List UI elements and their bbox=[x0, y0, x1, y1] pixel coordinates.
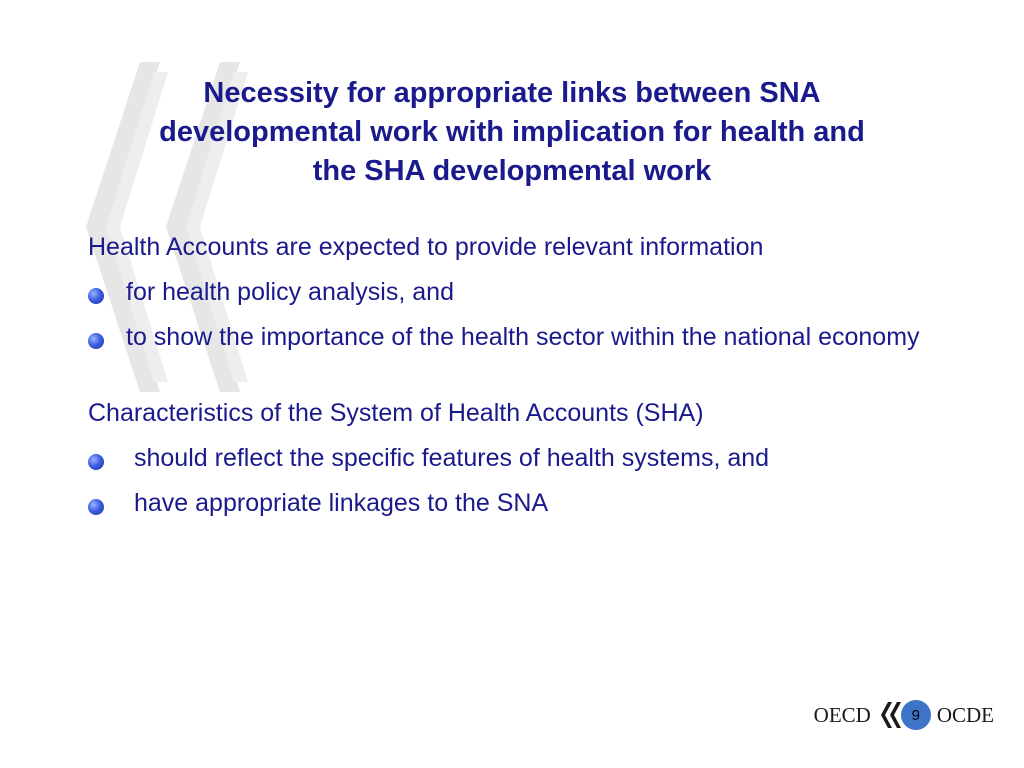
slide-body bbox=[88, 228, 988, 529]
bullet-item bbox=[88, 273, 988, 312]
blue-sphere-bullet-icon bbox=[88, 333, 104, 349]
bullet-item bbox=[88, 318, 988, 357]
blue-sphere-bullet-icon bbox=[88, 499, 104, 515]
sha-characteristics-intro: Characteristics of the System of Health Accounts (SHA) bbox=[88, 399, 704, 427]
title-line-2: developmental work with implication for health and bbox=[159, 116, 865, 148]
bullet-item bbox=[88, 484, 988, 523]
page-number-badge: 9 bbox=[901, 700, 931, 730]
title-line-1: Necessity for appropriate links between SNA bbox=[203, 77, 821, 109]
slide-title bbox=[70, 74, 954, 191]
blue-sphere-bullet-icon bbox=[88, 288, 104, 304]
health-accounts-bullets bbox=[88, 273, 988, 357]
oecd-label: OECD bbox=[813, 702, 871, 727]
health-accounts-intro: Health Accounts are expected to provide relevant information bbox=[88, 233, 764, 261]
bullet-text: have appropriate linkages to the SNA bbox=[134, 489, 549, 517]
bullet-item bbox=[88, 439, 988, 478]
health-accounts-block bbox=[88, 228, 988, 357]
bullet-text: for health policy analysis, and bbox=[126, 278, 454, 306]
ocde-label: OCDE bbox=[936, 702, 994, 727]
blue-sphere-bullet-icon bbox=[88, 454, 104, 470]
sha-characteristics-block bbox=[88, 394, 988, 523]
sha-characteristics-bullets bbox=[88, 439, 988, 523]
footer-logo bbox=[814, 700, 994, 730]
bullet-text: should reflect the specific features of health systems, and bbox=[134, 444, 770, 472]
title-line-3: the SHA developmental work bbox=[312, 155, 712, 187]
bullet-text: to show the importance of the health sector within the national economy bbox=[126, 323, 920, 351]
